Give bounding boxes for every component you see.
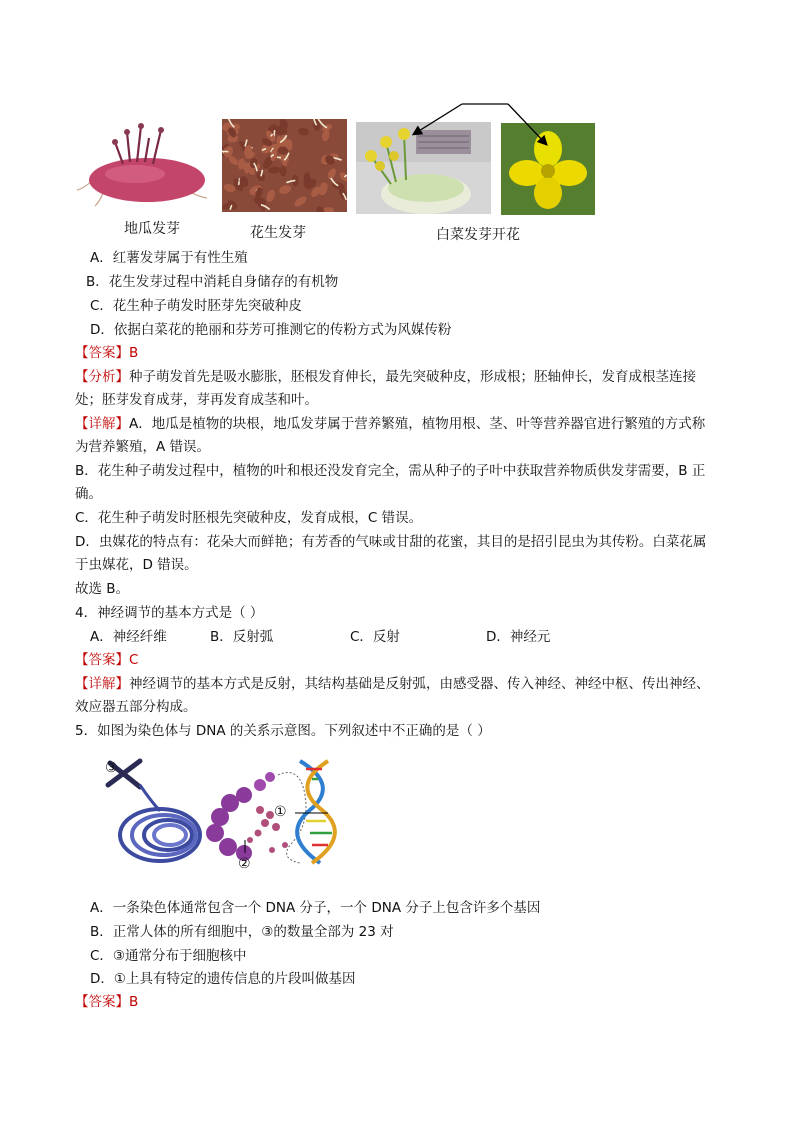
detail-tag: 【详解】 — [75, 676, 129, 692]
q4-option-c: C．反射 — [350, 629, 400, 645]
answer-tag: 【答案】 — [75, 345, 129, 361]
q3-option-d: D．依据白菜花的艳丽和芬芳可推测它的传粉方式为风媒传粉 — [90, 322, 452, 338]
q3-analysis-line-1 — [75, 367, 696, 387]
q3-analysis-line-2: 处；胚芽发育成芽，芽再发育成茎和叶。 — [75, 392, 318, 408]
diagram-label-1: ① — [274, 804, 287, 820]
q4-option-d: D．神经元 — [486, 629, 551, 645]
answer-value: C — [129, 652, 139, 668]
q3-conclusion: 故选 B。 — [75, 581, 130, 597]
caption-sweet-potato: 地瓜发芽 — [124, 221, 180, 237]
q5-option-b: B．正常人体的所有细胞中，③的数量全部为 23 对 — [90, 924, 394, 940]
q3-detail-d-line-2: 于虫媒花，D 错误。 — [75, 557, 198, 573]
diagram-label-2: ② — [238, 856, 251, 872]
q5-answer — [75, 992, 138, 1012]
chromosome-dna-diagram — [100, 755, 370, 870]
q3-detail-b-line-1: B．花生种子萌发过程中，植物的叶和根还没发育完全，需从种子的子叶中获取营养物质供发芽需要，B 正 — [75, 463, 706, 479]
peanut-sprouting-image — [222, 119, 347, 212]
caption-cabbage: 白菜发芽开花 — [436, 227, 520, 243]
q3-detail-b-line-2: 确。 — [75, 486, 102, 502]
q4-option-a: A．神经纤维 — [90, 629, 167, 645]
q5-stem: 5．如图为染色体与 DNA 的关系示意图。下列叙述中不正确的是（ ） — [75, 723, 491, 739]
answer-value: B — [129, 345, 139, 361]
analysis-tag: 【分析】 — [75, 369, 129, 385]
answer-tag: 【答案】 — [75, 652, 129, 668]
q3-answer — [75, 343, 138, 363]
q4-stem: 4．神经调节的基本方式是（ ） — [75, 605, 264, 621]
analysis-text: 种子萌发首先是吸水膨胀，胚根发育伸长，最先突破种皮，形成根；胚轴伸长，发育成根茎连接 — [129, 369, 696, 385]
sweet-potato-sprouting-image — [75, 118, 215, 208]
q5-option-c: C．③通常分布于细胞核中 — [90, 948, 247, 964]
caption-peanut: 花生发芽 — [250, 225, 306, 241]
q4-option-b: B．反射弧 — [210, 629, 274, 645]
q5-option-a: A．一条染色体通常包含一个 DNA 分子，一个 DNA 分子上包含许多个基因 — [90, 900, 541, 916]
q4-detail-line-1 — [75, 674, 710, 694]
detail-text: 神经调节的基本方式是反射，其结构基础是反射弧，由感受器、传入神经、神经中枢、传出神经、 — [129, 676, 710, 692]
q3-option-a: A．红薯发芽属于有性生殖 — [90, 250, 248, 266]
detail-tag: 【详解】 — [75, 416, 129, 432]
answer-tag: 【答案】 — [75, 994, 129, 1010]
pointer-arrows — [400, 100, 560, 160]
q4-detail-line-2: 效应器五部分构成。 — [75, 699, 197, 715]
q3-detail-c: C．花生种子萌发时胚根先突破种皮，发育成根，C 错误。 — [75, 510, 423, 526]
answer-value: B — [129, 994, 139, 1010]
q3-detail-a-line-1 — [75, 414, 705, 434]
q3-detail-d-line-1: D．虫媒花的特点有：花朵大而鲜艳；有芳香的气味或甘甜的花蜜，其目的是招引昆虫为其传粉。白菜花属 — [75, 534, 707, 550]
q3-detail-a-line-2: 为营养繁殖，A 错误。 — [75, 439, 211, 455]
q3-option-c: C．花生种子萌发时胚芽先突破种皮 — [90, 298, 302, 314]
diagram-label-3: ③ — [105, 760, 118, 776]
q3-option-b: B．花生发芽过程中消耗自身储存的有机物 — [86, 274, 339, 290]
q5-option-d: D．①上具有特定的遗传信息的片段叫做基因 — [90, 971, 356, 987]
q4-answer — [75, 650, 138, 670]
detail-text: A．地瓜是植物的块根，地瓜发芽属于营养繁殖，植物用根、茎、叶等营养器官进行繁殖的方式称 — [129, 416, 706, 432]
